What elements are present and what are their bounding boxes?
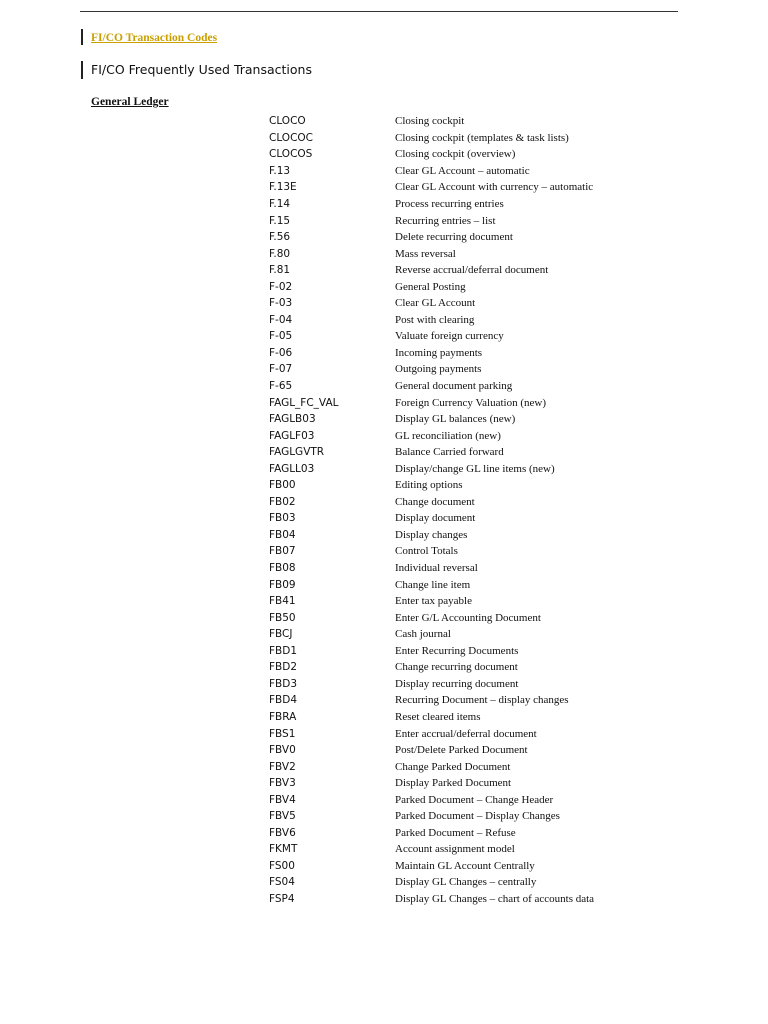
transaction-code: FBD3: [269, 677, 298, 690]
table-row: [269, 345, 594, 362]
table-row: [269, 196, 594, 213]
transaction-code: FAGLGVTR: [269, 446, 325, 459]
transaction-code: F-05: [269, 330, 293, 343]
transaction-code: CLOCOC: [269, 131, 313, 144]
table-row: [269, 709, 594, 726]
transaction-code: FB50: [269, 611, 296, 624]
transaction-code: FB41: [269, 595, 296, 608]
page-title: FI/CO Frequently Used Transactions: [91, 62, 312, 77]
table-row: [269, 742, 594, 759]
transaction-code: FBRA: [269, 710, 297, 723]
table-row: [269, 874, 594, 891]
transaction-description: Post with clearing: [395, 313, 475, 326]
transaction-description: Valuate foreign currency: [395, 330, 504, 343]
transaction-description: Enter G/L Accounting Document: [395, 611, 541, 624]
table-row: [269, 543, 594, 560]
heading-block: [81, 61, 312, 79]
transaction-code: FAGLL03: [269, 462, 315, 475]
transaction-description: Outgoing payments: [395, 363, 482, 376]
table-row: [269, 643, 594, 660]
table-row: [269, 113, 594, 130]
transaction-description: Recurring Document – display changes: [395, 694, 569, 707]
table-row: [269, 361, 594, 378]
transaction-description: Change document: [395, 495, 475, 508]
transaction-code-table: [269, 113, 594, 907]
table-row: [269, 527, 594, 544]
transaction-description: Change recurring document: [395, 661, 518, 674]
transaction-description: Enter Recurring Documents: [395, 644, 519, 657]
transaction-description: Display changes: [395, 528, 468, 541]
transaction-code: FB02: [269, 495, 296, 508]
table-row: [269, 444, 594, 461]
table-row: [269, 212, 594, 229]
table-row: [269, 163, 594, 180]
transaction-code: FAGLB03: [269, 413, 316, 426]
table-row: [269, 245, 594, 262]
table-row: [269, 841, 594, 858]
transaction-code: FBD1: [269, 644, 298, 657]
table-row: [269, 609, 594, 626]
table-row: [269, 494, 594, 511]
transaction-code: FB00: [269, 479, 296, 492]
transaction-description: Control Totals: [395, 545, 458, 558]
transaction-description: Closing cockpit (overview): [395, 148, 516, 161]
transaction-description: Recurring entries – list: [395, 214, 496, 227]
transaction-description: GL reconciliation (new): [395, 429, 501, 442]
transaction-description: Incoming payments: [395, 346, 483, 359]
table-row: [269, 775, 594, 792]
transaction-description: Enter accrual/deferral document: [395, 727, 537, 740]
transaction-description: Display GL balances (new): [395, 413, 516, 426]
table-row: [269, 179, 594, 196]
table-row: [269, 278, 594, 295]
transaction-description: Cash journal: [395, 628, 451, 641]
transaction-code: FBV2: [269, 760, 296, 773]
table-row: [269, 460, 594, 477]
transaction-description: Parked Document – Change Header: [395, 793, 554, 806]
transaction-code: FBV5: [269, 810, 296, 823]
transaction-code: FBV3: [269, 777, 296, 790]
table-row: [269, 510, 594, 527]
table-row: [269, 328, 594, 345]
transaction-code: F.56: [269, 231, 291, 244]
transaction-description: Display/change GL line items (new): [395, 462, 555, 475]
table-row: [269, 411, 594, 428]
transaction-code: F-03: [269, 297, 293, 310]
transaction-description: Clear GL Account – automatic: [395, 164, 530, 177]
transaction-code: FBV6: [269, 826, 296, 839]
transaction-description: Balance Carried forward: [395, 446, 504, 459]
transaction-code: FB09: [269, 578, 296, 591]
transaction-description: Closing cockpit (templates & task lists): [395, 131, 569, 144]
transaction-code: F-65: [269, 380, 293, 393]
table-row: [269, 477, 594, 494]
table-row: [269, 427, 594, 444]
transaction-description: Closing cockpit: [395, 115, 465, 128]
transaction-description: Mass reversal: [395, 247, 456, 260]
table-row: [269, 576, 594, 593]
transaction-code: FAGL_FC_VAL: [269, 396, 339, 409]
table-row: [269, 378, 594, 395]
transaction-code: F-04: [269, 313, 293, 326]
transaction-description: Reverse accrual/deferral document: [395, 264, 549, 277]
transaction-code: F-07: [269, 363, 293, 376]
table-row: [269, 394, 594, 411]
transaction-code: F.81: [269, 264, 291, 277]
transaction-description: Enter tax payable: [395, 595, 472, 608]
transaction-code: F.13: [269, 164, 291, 177]
transaction-code: FKMT: [269, 843, 298, 856]
transaction-description: Maintain GL Account Centrally: [395, 859, 535, 872]
transaction-description: Clear GL Account with currency – automatic: [395, 181, 594, 194]
transaction-code: FB04: [269, 528, 296, 541]
table-row: [269, 858, 594, 875]
transaction-code: FBD4: [269, 694, 298, 707]
transaction-code: F.13E: [269, 181, 297, 194]
transaction-code: CLOCOS: [269, 148, 313, 161]
transaction-description: Foreign Currency Valuation (new): [395, 396, 547, 409]
section-title-general-ledger: General Ledger: [91, 96, 169, 108]
transaction-description: General Posting: [395, 280, 466, 293]
table-row: [269, 659, 594, 676]
transaction-description: Parked Document – Display Changes: [395, 810, 560, 823]
transaction-code: FSP4: [269, 892, 295, 905]
transaction-description: Process recurring entries: [395, 198, 504, 210]
transaction-code: F-02: [269, 280, 293, 293]
transaction-code: FB08: [269, 562, 296, 575]
transaction-code: F.15: [269, 214, 291, 227]
table-row: [269, 146, 594, 163]
transaction-code: CLOCO: [269, 115, 306, 128]
table-row: [269, 229, 594, 246]
table-row: [269, 295, 594, 312]
transaction-description: Post/Delete Parked Document: [395, 744, 528, 757]
table-row: [269, 758, 594, 775]
table-row: [269, 825, 594, 842]
toc-link-block: [81, 29, 217, 45]
table-row: [269, 791, 594, 808]
transaction-code: FS04: [269, 876, 295, 889]
transaction-code: FS00: [269, 859, 295, 872]
transaction-description: Account assignment model: [395, 843, 515, 856]
transaction-description: Individual reversal: [395, 562, 478, 575]
top-divider: [80, 11, 678, 12]
transaction-description: Reset cleared items: [395, 710, 481, 723]
transaction-description: Delete recurring document: [395, 231, 513, 244]
table-row: [269, 692, 594, 709]
transaction-description: Display document: [395, 512, 476, 525]
table-row: [269, 262, 594, 279]
table-row: [269, 891, 594, 908]
table-row: [269, 560, 594, 577]
transaction-description: General document parking: [395, 380, 513, 393]
transaction-code: FBS1: [269, 727, 296, 740]
table-row: [269, 130, 594, 147]
transaction-description: Display recurring document: [395, 677, 519, 690]
transaction-description: Display GL Changes – centrally: [395, 876, 537, 889]
table-row: [269, 593, 594, 610]
transaction-code: FAGLF03: [269, 429, 315, 442]
transaction-code: FB07: [269, 545, 296, 558]
transaction-description: Clear GL Account: [395, 297, 476, 310]
transaction-code: FB03: [269, 512, 296, 525]
transaction-description: Change line item: [395, 578, 471, 591]
transaction-description: Display GL Changes – chart of accounts data: [395, 892, 595, 905]
transaction-code: FBCJ: [269, 628, 293, 641]
transaction-code: FBD2: [269, 661, 298, 674]
transaction-code: F-06: [269, 346, 293, 359]
transaction-code: F.14: [269, 198, 291, 210]
table-row: [269, 808, 594, 825]
transaction-description: Editing options: [395, 479, 463, 492]
table-row: [269, 725, 594, 742]
transaction-description: Parked Document – Refuse: [395, 826, 516, 839]
table-row: [269, 626, 594, 643]
transaction-description: Display Parked Document: [395, 777, 512, 790]
transaction-code: F.80: [269, 247, 291, 260]
transaction-description: Change Parked Document: [395, 760, 511, 773]
fico-transaction-codes-link[interactable]: FI/CO Transaction Codes: [91, 32, 218, 44]
table-row: [269, 676, 594, 693]
transaction-code: FBV0: [269, 744, 296, 757]
transaction-code: FBV4: [269, 793, 296, 806]
table-row: [269, 312, 594, 329]
